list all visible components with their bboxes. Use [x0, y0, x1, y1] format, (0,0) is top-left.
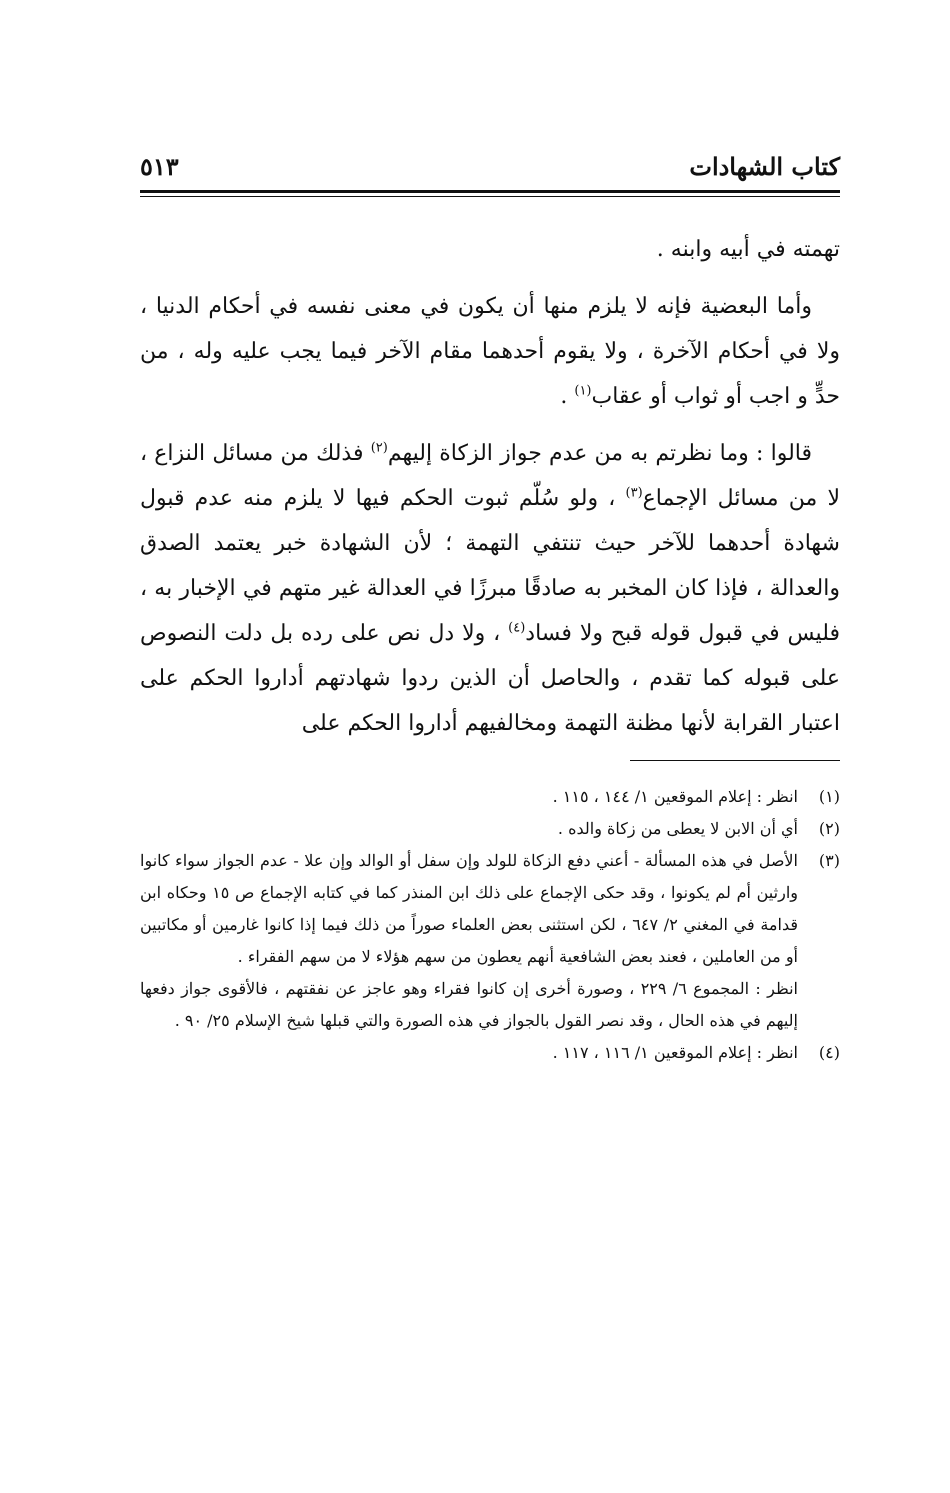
footnote-marker: (١) [818, 787, 840, 806]
footnote-ref-3[interactable]: (٣) [625, 485, 643, 501]
paragraph-3 [140, 431, 840, 746]
book-page [140, 150, 840, 1069]
footnote-ref-4[interactable]: (٤) [508, 620, 526, 636]
footnotes [140, 781, 840, 1069]
paragraph-2-text: وأما البعضية فإنه لا يلزم منها أن يكون في معنى نفسه في أحكام الدنيا ، ولا في أحكام الآخرة ، ولا يقوم أحدهما مقام الآخر فيما يجب عليه وله ، من حدٍّ و اجب أو ثواب أو عقاب [140, 294, 840, 409]
footnote-3-continuation: انظر : المجموع ٦/ ٢٢٩ ، وصورة أخرى إن كانوا فقراء وهو عاجز عن نفقتهم ، فالأقوى جواز دفعها إليهم في هذه الحال ، وقد نصر القول بالجواز في هذه الصورة والتي قبلها شيخ الإسلام ٢٥/ ٩٠ . [140, 979, 798, 1030]
footnote-text: انظر : إعلام الموقعين ١/ ١٤٤ ، ١١٥ . [552, 787, 798, 806]
header-rule-thick [140, 190, 840, 193]
footnote-text: الأصل في هذه المسألة - أعني دفع الزكاة للولد وإن سفل أو الوالد وإن علا - عدم الجواز سواء كانوا وارثين أم لم يكونوا ، وقد حكى الإجماع على ذلك ابن المنذر كما في كتابه الإجماع ص ١٥ وحكاه ابن قدامة في المغني ٢/ ٦٤٧ ، لكن استثنى بعض العلماء صوراً من ذلك فيما إذا كانوا غارمين أو مكاتبين أو من العاملين ، فعند بعض الشافعية أنهم يعطون من سهم هؤلاء لا من سهم الفقراء . [140, 851, 798, 966]
footnote-1 [140, 781, 840, 813]
paragraph-3-part-3: ، ولو سُلّم ثبوت الحكم فيها لا يلزم منه عدم قبول شهادة أحدهما للآخر حيث تنتفي التهمة ؛ لأن الشهادة خبر يعتمد الصدق والعدالة ، فإذا كان المخبر به صادقًا مبرزًا في العدالة غير متهم في الإخبار به ، فليس في قبول قوله قبح ولا فساد [140, 486, 840, 646]
paragraph-3-part-4: ، ولا دل نص على رده بل دلت النصوص على قبوله كما تقدم ، والحاصل أن الذين ردوا شهادتهم أداروا الحكم على اعتبار القرابة لأنها مظنة التهمة ومخالفيهم أداروا الحكم على [140, 621, 840, 736]
page-number: ٥١٣ [140, 152, 179, 181]
footnote-separator [630, 760, 840, 761]
footnote-ref-2[interactable]: (٢) [370, 440, 388, 456]
footnote-ref-1[interactable]: (١) [574, 383, 592, 399]
footnote-4 [140, 1037, 840, 1069]
paragraph-3-part-1: قالوا : وما نظرتم به من عدم جواز الزكاة إليهم [387, 441, 812, 466]
page-header [140, 150, 840, 190]
header-rule-thin [140, 196, 840, 197]
footnote-text: أي أن الابن لا يعطى من زكاة والده . [557, 819, 798, 838]
running-title: كتاب الشهادات [689, 152, 840, 181]
footnote-2 [140, 813, 840, 845]
footnote-3 [140, 845, 840, 973]
paragraph-2 [140, 284, 840, 419]
paragraph-1: تهمته في أبيه وابنه . [656, 237, 840, 262]
paragraph-2-tail: . [560, 384, 575, 409]
main-text [140, 227, 840, 746]
footnote-marker: (٢) [818, 819, 840, 838]
footnote-marker: (٣) [818, 851, 840, 870]
footnote-text: انظر : إعلام الموقعين ١/ ١١٦ ، ١١٧ . [552, 1043, 798, 1062]
footnote-marker: (٤) [818, 1043, 840, 1062]
paragraph-3-part-2: فذلك من مسائل النزاع ، لا من مسائل الإجماع [140, 441, 841, 511]
